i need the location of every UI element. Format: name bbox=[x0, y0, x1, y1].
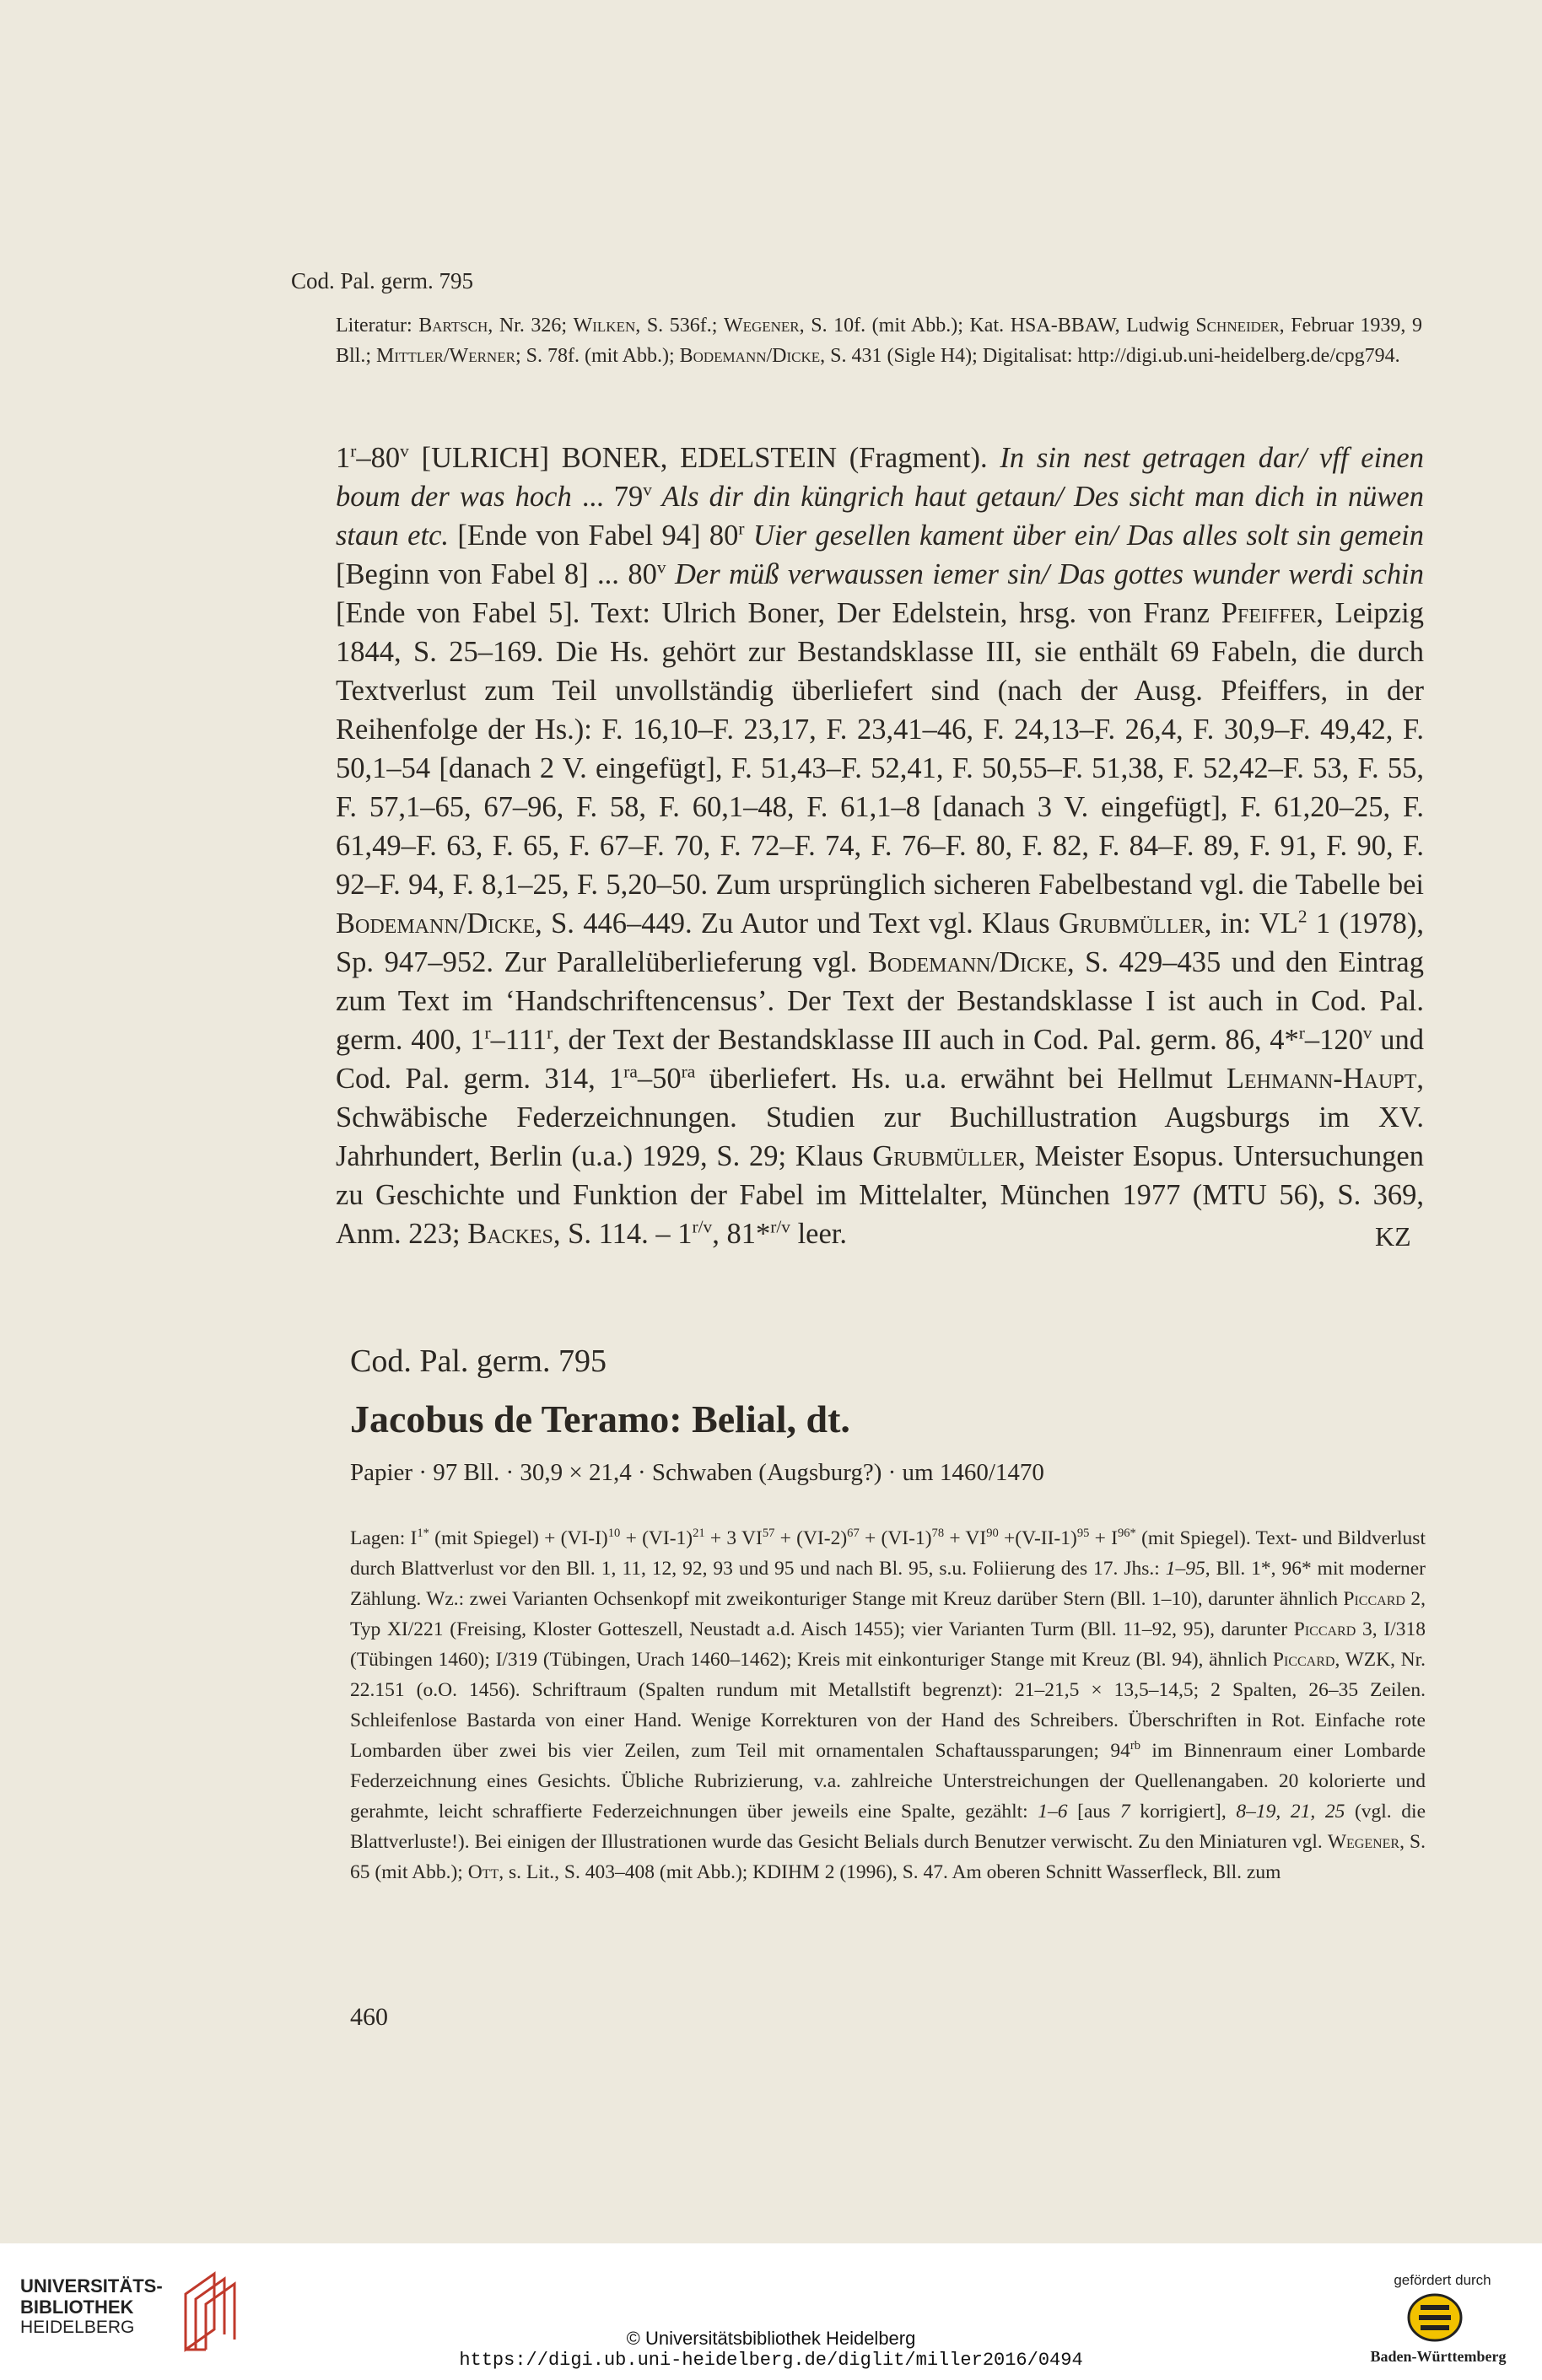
incipit: Uier gesellen kament über ein/ Das alles solt sin gemein bbox=[744, 520, 1424, 552]
description-text: (mit Spiegel). Text- und Bildverlust durch Blattverlust vor den Bll. 1, 11, 12, 92, 93 und 95 und nach Bl. 95, s.u. Foliierung des 17. Jhs.: bbox=[350, 1527, 1426, 1580]
author-name: Lehmann-Haupt bbox=[1226, 1063, 1417, 1095]
quire-sup: 21 bbox=[693, 1527, 705, 1541]
description-text: , S. 65 (mit Abb.); bbox=[350, 1831, 1426, 1883]
page-number: 460 bbox=[350, 2003, 388, 2031]
quire-sup: 67 bbox=[847, 1527, 860, 1541]
description-text: korrigiert], bbox=[1130, 1801, 1237, 1823]
folio-sup: v bbox=[1362, 1022, 1372, 1043]
permalink-url[interactable]: https://digi.ub.uni-heidelberg.de/diglit/miller2016/0494 bbox=[459, 2350, 1083, 2371]
entry-text: , S. 114. – 1 bbox=[553, 1218, 693, 1250]
entry-text: ... 79 bbox=[571, 481, 644, 513]
entry-heading: [ULRICH] BONER, EDELSTEIN (Fragment). bbox=[408, 442, 1000, 474]
folio-sup: r bbox=[484, 1022, 491, 1043]
copyright-notice: © Universitätsbibliothek Heidelberg bbox=[626, 2328, 916, 2349]
running-head: Cod. Pal. germ. 795 bbox=[291, 268, 473, 293]
literature-text: Literatur: bbox=[336, 315, 419, 337]
description-text: 3, I/318 (Tübingen 1460); I/319 (Tübingen, Urach 1460–1462); Kreis mit einkonturiger Stange mit Kreuz (Bl. 94), ähnlich bbox=[350, 1618, 1426, 1671]
illustration-count: 8–19, 21, 25 bbox=[1236, 1801, 1345, 1823]
quire-sup: 90 bbox=[986, 1527, 999, 1541]
literature-text: , Februar 1939, 9 Bll.; bbox=[336, 315, 1422, 367]
incipit: Der müß verwaussen iemer sin/ Das gottes wunder werdi schin bbox=[666, 558, 1424, 590]
entry-text: –50 bbox=[637, 1063, 682, 1095]
entry-text: [Beginn von Fabel 8] ... 80 bbox=[336, 558, 657, 590]
folio-sup: r bbox=[547, 1022, 553, 1043]
author-name: Bodemann/Dicke bbox=[679, 345, 821, 367]
author-name: Backes bbox=[467, 1218, 553, 1250]
entry-text: , 81* bbox=[712, 1218, 771, 1250]
author-name: Ott bbox=[467, 1861, 499, 1883]
author-name: Wegener bbox=[723, 315, 800, 337]
literature-text: , S. 536f.; bbox=[635, 315, 724, 337]
entry-text: , Meister Esopus. Untersuchungen zu Geschichte und Funktion der Fabel im Mittelalter, München 1977 (MTU 56), S. 369, Anm. 223; bbox=[336, 1140, 1424, 1250]
description-text: im Binnenraum einer Lombarde Federzeichnung eines Gesichts. Übliche Rubrizierung, v.a. zahlreiche Unterstreichungen der Quellenangaben. 20 kolorierte und gerahmte, leicht schraffierte Federzeichnungen über jeweils eine Spalte, gezählt: bbox=[350, 1740, 1426, 1823]
author-name: Schneider bbox=[1195, 315, 1280, 337]
codicological-description bbox=[350, 1523, 1426, 1887]
funded-by-label: gefördert durch bbox=[1394, 2272, 1491, 2288]
quire-sup: 57 bbox=[762, 1527, 775, 1541]
folio-sup: r bbox=[1298, 1022, 1305, 1043]
description-text: (mit Spiegel) + (VI-I) bbox=[429, 1527, 608, 1549]
quire-sup: 95 bbox=[1076, 1527, 1090, 1541]
text-entry bbox=[336, 439, 1424, 1253]
folio-sup: v bbox=[643, 479, 652, 500]
entry-text: , der Text der Bestandsklasse III auch in Cod. Pal. germ. 86, 4* bbox=[553, 1024, 1299, 1056]
description-text: [aus bbox=[1067, 1801, 1120, 1823]
entry-text: 1 (1978), Sp. 947–952. Zur Parallelüberlieferung vgl. bbox=[336, 907, 1424, 978]
folio-sup: r bbox=[738, 518, 745, 539]
folio-sup: r/v bbox=[770, 1216, 790, 1237]
description-text: (vgl. die Blattverluste!). Bei einigen der Illustrationen wurde das Gesicht Belials durch Benutzer verwischt. Zu den Miniaturen vgl. bbox=[350, 1801, 1426, 1853]
author-initials: KZ bbox=[1375, 1221, 1411, 1252]
entry-text: [Ende von Fabel 94] 80 bbox=[449, 520, 739, 552]
author-name: Grubmüller bbox=[1058, 907, 1205, 940]
author-name: Bodemann/Dicke bbox=[336, 907, 536, 940]
entry-text: –111 bbox=[490, 1024, 547, 1056]
logo-line: HEIDELBERG bbox=[20, 2318, 135, 2337]
incipit: In sin nest getragen dar/ vff einen boum der was hoch bbox=[336, 442, 1424, 513]
entry-text: –120 bbox=[1304, 1024, 1363, 1056]
foliation: 1–95 bbox=[1165, 1558, 1205, 1580]
author-name: Bartsch bbox=[418, 315, 488, 337]
description-text: + 3 VI bbox=[704, 1527, 763, 1549]
illustration-count: 7 bbox=[1119, 1801, 1130, 1823]
quire-sup: 96* bbox=[1117, 1527, 1136, 1541]
folio-ref: –80 bbox=[356, 442, 401, 474]
literature-text: , S. 431 (Sigle H4); Digitalisat: http://digi.ub.uni-heidelberg.de/cpg794. bbox=[820, 345, 1400, 367]
logo-line: UNIVERSITÄTS- bbox=[20, 2275, 163, 2297]
state-name: Baden-Württemberg bbox=[1370, 2348, 1507, 2365]
author-name: Wegener bbox=[1327, 1831, 1400, 1853]
description-text: , s. Lit., S. 403–408 (mit Abb.); KDIHM 2 (1996), S. 47. Am oberen Schnitt Wasserfleck, Bll. zum bbox=[499, 1861, 1281, 1883]
entry-text: überliefert. Hs. u.a. erwähnt bei Hellmut bbox=[695, 1063, 1227, 1095]
entry-text: , Schwäbische Federzeichnungen. Studien zur Buchillustration Augsburgs im XV. Jahrhundert, Berlin (u.a.) 1929, S. 29; Klaus bbox=[336, 1063, 1425, 1172]
folio-sup: r/v bbox=[692, 1216, 713, 1237]
entry-text: [Ende von Fabel 5]. Text: Ulrich Boner, Der Edelstein, hrsg. von Franz bbox=[336, 597, 1221, 629]
edition-sup: 2 bbox=[1297, 906, 1307, 927]
quire-sup: 78 bbox=[931, 1527, 945, 1541]
codex-title: Jacobus de Teramo: Belial, dt. bbox=[350, 1397, 850, 1440]
author-name: Bodemann/Dicke bbox=[867, 946, 1068, 978]
folio-sup: rb bbox=[1130, 1739, 1140, 1753]
entry-text: , in: VL bbox=[1204, 907, 1298, 940]
author-name: Wilken bbox=[573, 315, 636, 337]
description-text: + (VI-1) bbox=[859, 1527, 932, 1549]
description-text: + (VI-2) bbox=[774, 1527, 848, 1549]
description-text: 2, Typ XI/221 (Freising, Kloster Gotteszell, Neustadt a.d. Aisch 1455); vier Varianten Turm (Bll. 11–92, 95), darunter bbox=[350, 1588, 1426, 1640]
literature-text: , Nr. 326; bbox=[488, 315, 574, 337]
coat-of-arms-icon bbox=[1407, 2292, 1463, 2343]
description-text: +(V-II-1) bbox=[998, 1527, 1077, 1549]
logo-line: BIBLIOTHEK bbox=[20, 2297, 134, 2318]
entry-text: , S. 446–449. Zu Autor und Text vgl. Klaus bbox=[535, 907, 1059, 940]
quire-sup: 1* bbox=[417, 1527, 429, 1541]
folio-sup: ra bbox=[681, 1061, 696, 1082]
folio-sup: ra bbox=[623, 1061, 638, 1082]
illustration-count: 1–6 bbox=[1038, 1801, 1068, 1823]
physical-description: Papier · 97 Bll. · 30,9 × 21,4 · Schwaben (Augsburg?) · um 1460/1470 bbox=[350, 1459, 1044, 1486]
folio-sup: v bbox=[400, 440, 409, 461]
description-text: , WZK, Nr. 22.151 (o.O. 1456). Schriftraum (Spalten rundum mit Metallstift begrenzt): 21–21,5 × 13,5–14,5; 2 Spalten, 26–35 Zeilen. Schleifenlose Bastarda von einer Hand. Wenige Korrekturen von der Hand des Schreibers. Überschriften in Rot. Einfache rote Lombarden über zwei bis vier Zeilen, zum Teil mit ornamentalen Schaftaussparungen; 94 bbox=[350, 1649, 1426, 1762]
literature-text: ; S. 78f. (mit Abb.); bbox=[515, 345, 680, 367]
folio-ref: 1 bbox=[336, 442, 351, 474]
author-name: Piccard bbox=[1343, 1588, 1405, 1610]
codex-heading: Cod. Pal. germ. 795 bbox=[350, 1343, 607, 1379]
description-text: + VI bbox=[944, 1527, 987, 1549]
author-name: Mittler/Werner bbox=[376, 345, 515, 367]
author-name: Pfeiffer bbox=[1221, 597, 1317, 629]
author-name: Grubmüller bbox=[872, 1140, 1019, 1172]
folio-sup: r bbox=[350, 440, 357, 461]
entry-text: leer. bbox=[790, 1218, 848, 1250]
literature-text: , S. 10f. (mit Abb.); Kat. HSA-BBAW, Ludwig bbox=[799, 315, 1196, 337]
description-text: Lagen: I bbox=[350, 1527, 418, 1549]
description-text: , Bll. 1*, 96* mit moderner Zählung. Wz.: zwei Varianten Ochsenkopf mit zweikonturiger Stange mit Kreuz darüber Stern (Bll. 1–10), darunter ähnlich bbox=[350, 1558, 1426, 1610]
incipit: Als dir din küngrich haut getaun/ Des sicht man dich in nüwen staun etc. bbox=[336, 481, 1424, 552]
author-name: Piccard bbox=[1293, 1618, 1356, 1640]
entry-text: , Leipzig 1844, S. 25–169. Die Hs. gehört zur Bestandsklasse III, sie enthält 69 Fabeln, die durch Textverlust zum Teil unvollständig überliefert sind (nach der Ausg. Pfeiffers, in der Reihenfolge der Hs.): F. 16,10–F. 23,17, F. 23,41–46, F. 24,13–F. 26,4, F. 30,9–F. 49,42, F. 50,1–54 [danach 2 V. eingefügt], F. 51,43–F. 52,41, F. 50,55–F. 51,38, F. 52,42–F. 53, F. 55, F. 57,1–65, 67–96, F. 58, F. 60,1–48, F. 61,1–8 [danach 3 V. eingefügt], F. 61,20–25, F. 61,49–F. 63, F. 65, F. 67–F. 70, F. 72–F. 74, F. 76–F. 80, F. 82, F. 84–F. 89, F. 91, F. 90, F. 92–F. 94, F. 8,1–25, F. 5,20–50. Zum ursprünglich sicheren Fabelbestand vgl. die Tabelle bei bbox=[336, 597, 1424, 901]
literature-paragraph bbox=[336, 310, 1422, 371]
entry-text: , S. 429–435 und den Eintrag zum Text im ‘Handschriftencensus’. Der Text der Bestandsklasse I ist auch in Cod. Pal. germ. 400, 1 bbox=[336, 946, 1424, 1056]
quire-sup: 10 bbox=[607, 1527, 621, 1541]
entry-text: und Cod. Pal. germ. 314, 1 bbox=[336, 1024, 1425, 1095]
description-text: + (VI-1) bbox=[620, 1527, 693, 1549]
author-name: Piccard bbox=[1272, 1649, 1335, 1671]
description-text: + I bbox=[1089, 1527, 1118, 1549]
folio-sup: v bbox=[656, 557, 666, 578]
